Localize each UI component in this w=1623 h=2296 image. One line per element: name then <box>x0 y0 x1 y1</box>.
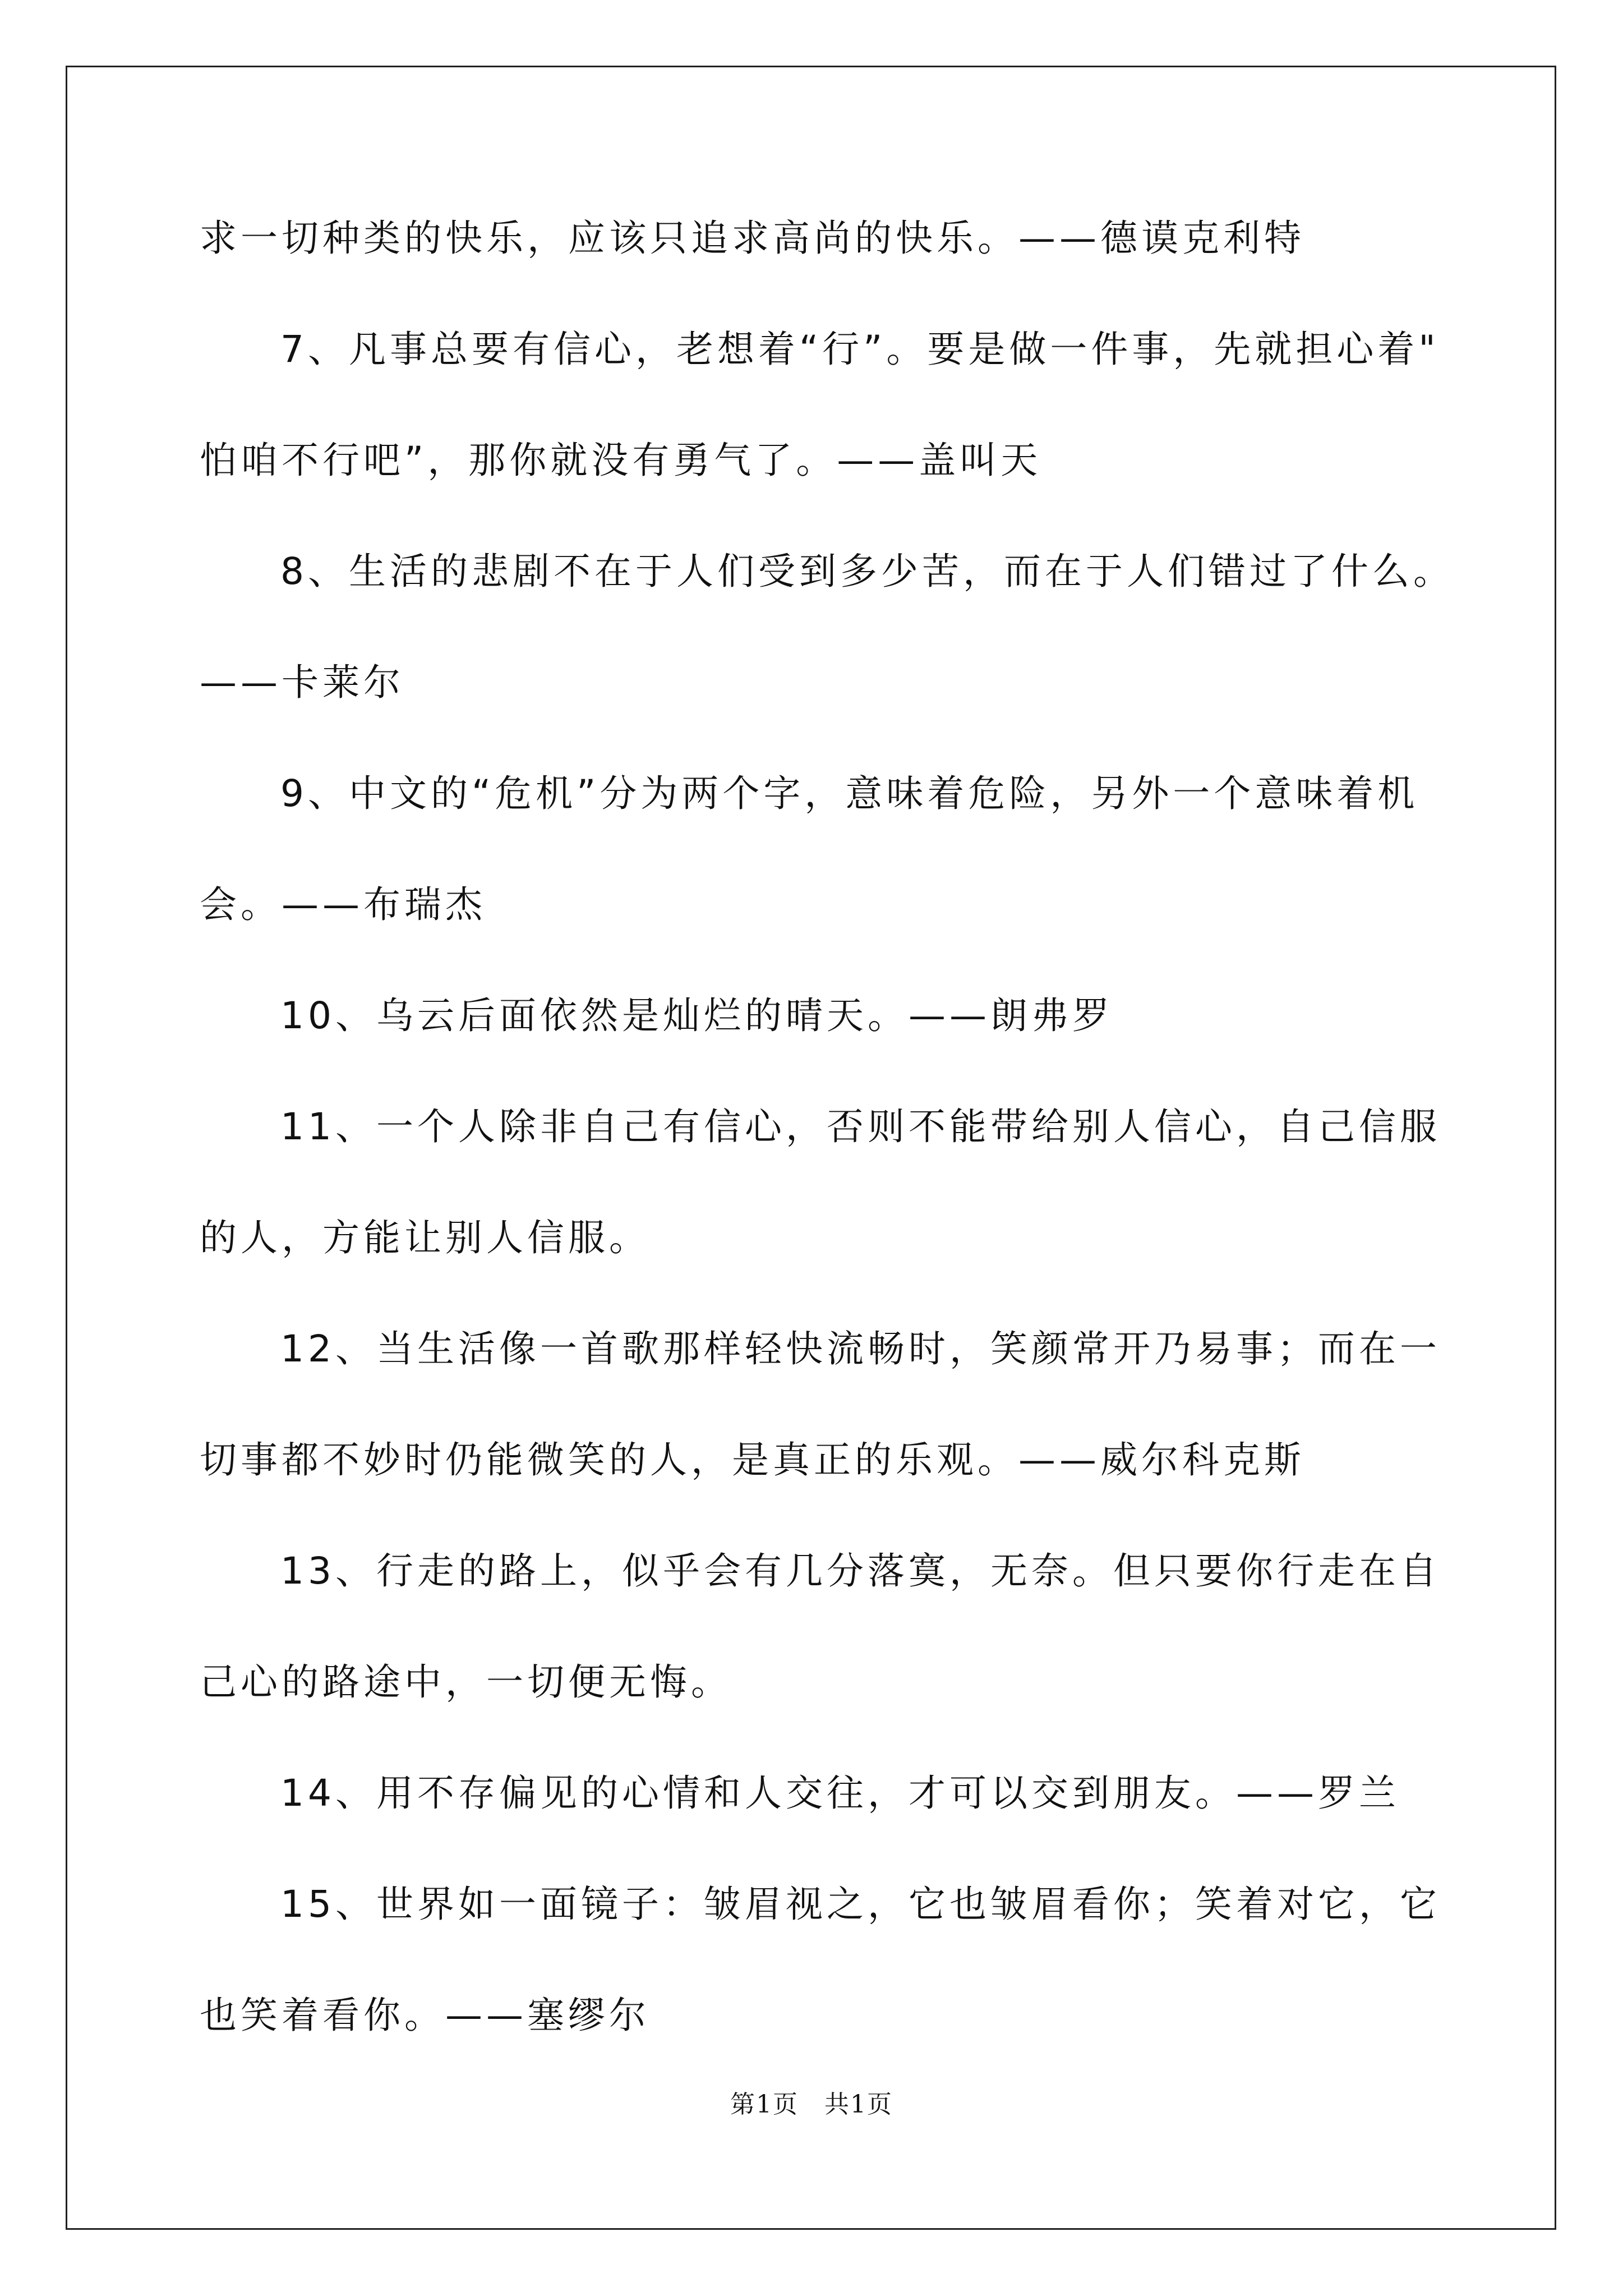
text-line: 11、一个人除非自己有信心，否则不能带给别人信心，自己信服 <box>280 1105 1441 1148</box>
text-line: 9、中文的“危机”分为两个字，意味着危险，另外一个意味着机 <box>280 772 1419 815</box>
text-line: 13、行走的路上，似乎会有几分落寞，无奈。但只要你行走在自 <box>280 1549 1441 1593</box>
text-line: 14、用不存偏见的心情和人交往，才可以交到朋友。——罗兰 <box>280 1772 1400 1815</box>
text-line: 会。——布瑞杰 <box>200 883 486 926</box>
text-line: 10、乌云后面依然是灿烂的晴天。——朗弗罗 <box>280 994 1113 1037</box>
text-line: 15、世界如一面镜子：皱眉视之，它也皱眉看你；笑着对它，它 <box>280 1883 1441 1926</box>
text-line: 切事都不妙时仍能微笑的人，是真正的乐观。——威尔科克斯 <box>200 1438 1305 1481</box>
page-footer: 第1页 共1页 <box>730 2090 893 2119</box>
text-line: ——卡莱尔 <box>200 661 404 704</box>
text-line: 的人，方能让别人信服。 <box>200 1216 650 1259</box>
text-line: 12、当生活像一首歌那样轻快流畅时，笑颜常开乃易事；而在一 <box>280 1327 1441 1370</box>
text-line: 8、生活的悲剧不在于人们受到多少苦，而在于人们错过了什么。 <box>280 550 1454 593</box>
text-line: 7、凡事总要有信心，老想着“行”。要是做一件事，先就担心着" <box>280 328 1440 371</box>
text-line: 怕咱不行吧”，那你就没有勇气了。——盖叫天 <box>200 439 1042 482</box>
text-line: 己心的路途中，一切便无悔。 <box>200 1660 732 1704</box>
text-line: 求一切种类的快乐，应该只追求高尚的快乐。——德谟克利特 <box>200 217 1305 260</box>
text-line: 也笑着看你。——塞缪尔 <box>200 1994 650 2037</box>
